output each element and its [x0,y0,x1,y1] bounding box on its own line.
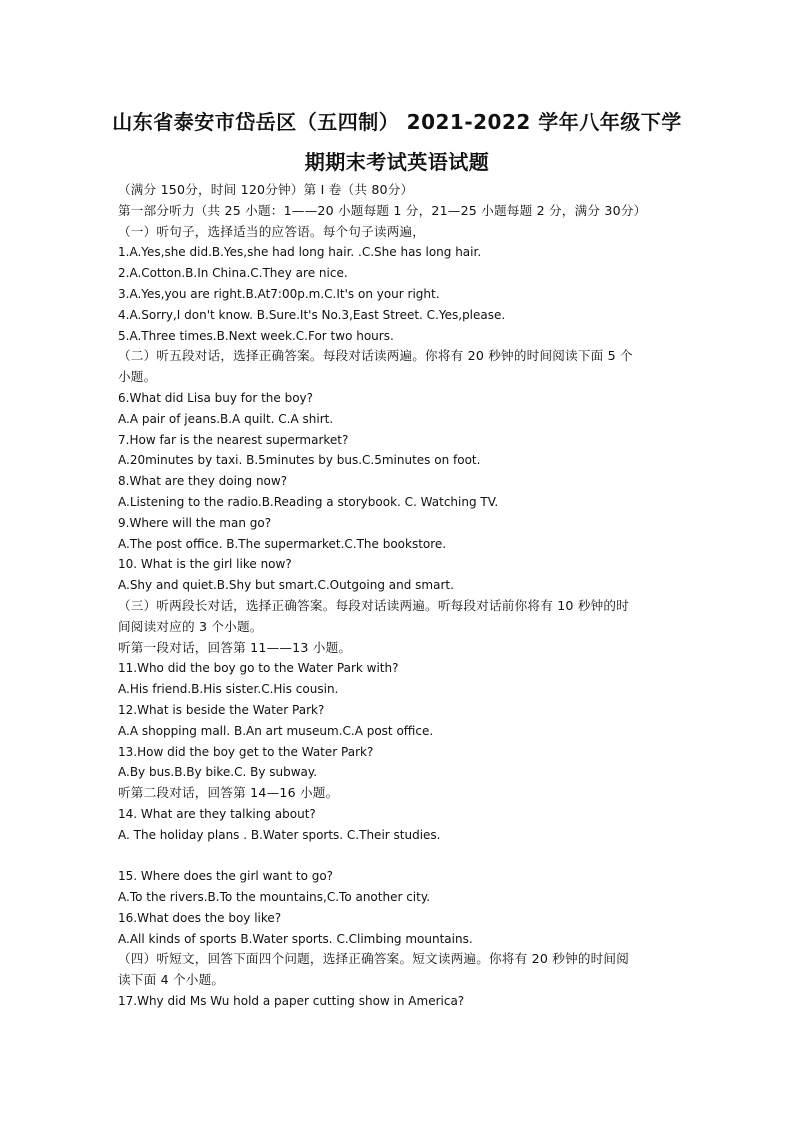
text-line: 9.Where will the man go? [118,515,272,530]
text-line: 听第一段对话，回答第 11——13 小题。 [118,639,352,655]
text-line: 5.A.Three times.B.Next week.C.For two hours. [118,328,394,343]
text-line: 8.What are they doing now? [118,474,288,489]
text-line: 10. What is the girl like now? [118,557,292,572]
text-line: （二）听五段对话，选择正确答案。每段对话读两遍。你将有 20 秒钟的时间阅读下面 5 个 [118,348,633,364]
document-title-line-1: 山东省泰安市岱岳区（五四制） 2021-2022 学年八年级下学 [112,110,682,134]
text-line: A.20minutes by taxi. B.5minutes by bus.C.5minutes on foot. [118,453,481,468]
text-line: A.His friend.B.His sister.C.His cousin. [118,682,339,697]
text-line: A.A pair of jeans.B.A quilt. C.A shirt. [118,411,334,426]
text-line: A.Shy and quiet.B.Shy but smart.C.Outgoing and smart. [118,578,454,593]
text-line: （三）听两段长对话，选择正确答案。每段对话读两遍。听每段对话前你将有 10 秒钟的时 [118,597,629,613]
text-line: 1.A.Yes,she did.B.Yes,she had long hair. .C.She has long hair. [118,245,482,260]
text-line: 11.Who did the boy go to the Water Park with? [118,661,399,676]
text-line: A. The holiday plans . B.Water sports. C.Their studies. [118,827,441,842]
text-line: 听第二段对话，回答第 14—16 小题。 [118,785,339,801]
text-line: 小题。 [118,369,157,385]
text-line: 15. Where does the girl want to go? [118,869,334,884]
text-line: （一）听句子，选择适当的应答语。每个句子读两遍， [118,223,426,239]
text-line: 14. What are they talking about? [118,806,316,821]
text-line: A.By bus.B.By bike.C. By subway. [118,765,318,780]
text-line: （四）听短文，回答下面四个问题，选择正确答案。短文读两遍。你将有 20 秒钟的时间阅 [118,951,629,967]
document-body [118,180,688,1012]
text-line: A.The post office. B.The supermarket.C.The bookstore. [118,536,447,551]
text-line: 6.What did Lisa buy for the boy? [118,390,314,405]
text-line: A.To the rivers.B.To the mountains,C.To another city. [118,890,431,905]
text-line: 间阅读对应的 3 个小题。 [118,618,263,634]
text-line: A.A shopping mall. B.An art museum.C.A post office. [118,723,434,738]
text-line: 16.What does the boy like? [118,910,282,925]
text-line: 12.What is beside the Water Park? [118,702,325,717]
text-line: 第一部分听力（共 25 小题：1——20 小题每题 1 分，21—25 小题每题 2 分，满分 30分） [118,202,647,218]
text-line: 3.A.Yes,you are right.B.At7:00p.m.C.It's on your right. [118,286,440,301]
blank-line [118,846,688,867]
text-line: A.All kinds of sports B.Water sports. C.Climbing mountains. [118,931,473,946]
text-line: 2.A.Cotton.B.In China.C.They are nice. [118,266,348,281]
text-line: （满分 150分，时间 120分钟）第 I 卷（共 80分） [118,182,414,197]
document-title-line-2: 期期末考试英语试题 [304,150,490,174]
text-line: A.Listening to the radio.B.Reading a storybook. C. Watching TV. [118,494,499,509]
text-line: 4.A.Sorry,I don't know. B.Sure.It's No.3,East Street. C.Yes,please. [118,307,506,322]
text-line: 13.How did the boy get to the Water Park? [118,744,374,759]
text-line: 读下面 4 个小题。 [118,972,225,988]
text-line: 17.Why did Ms Wu hold a paper cutting show in America? [118,994,465,1009]
text-line: 7.How far is the nearest supermarket? [118,432,349,447]
